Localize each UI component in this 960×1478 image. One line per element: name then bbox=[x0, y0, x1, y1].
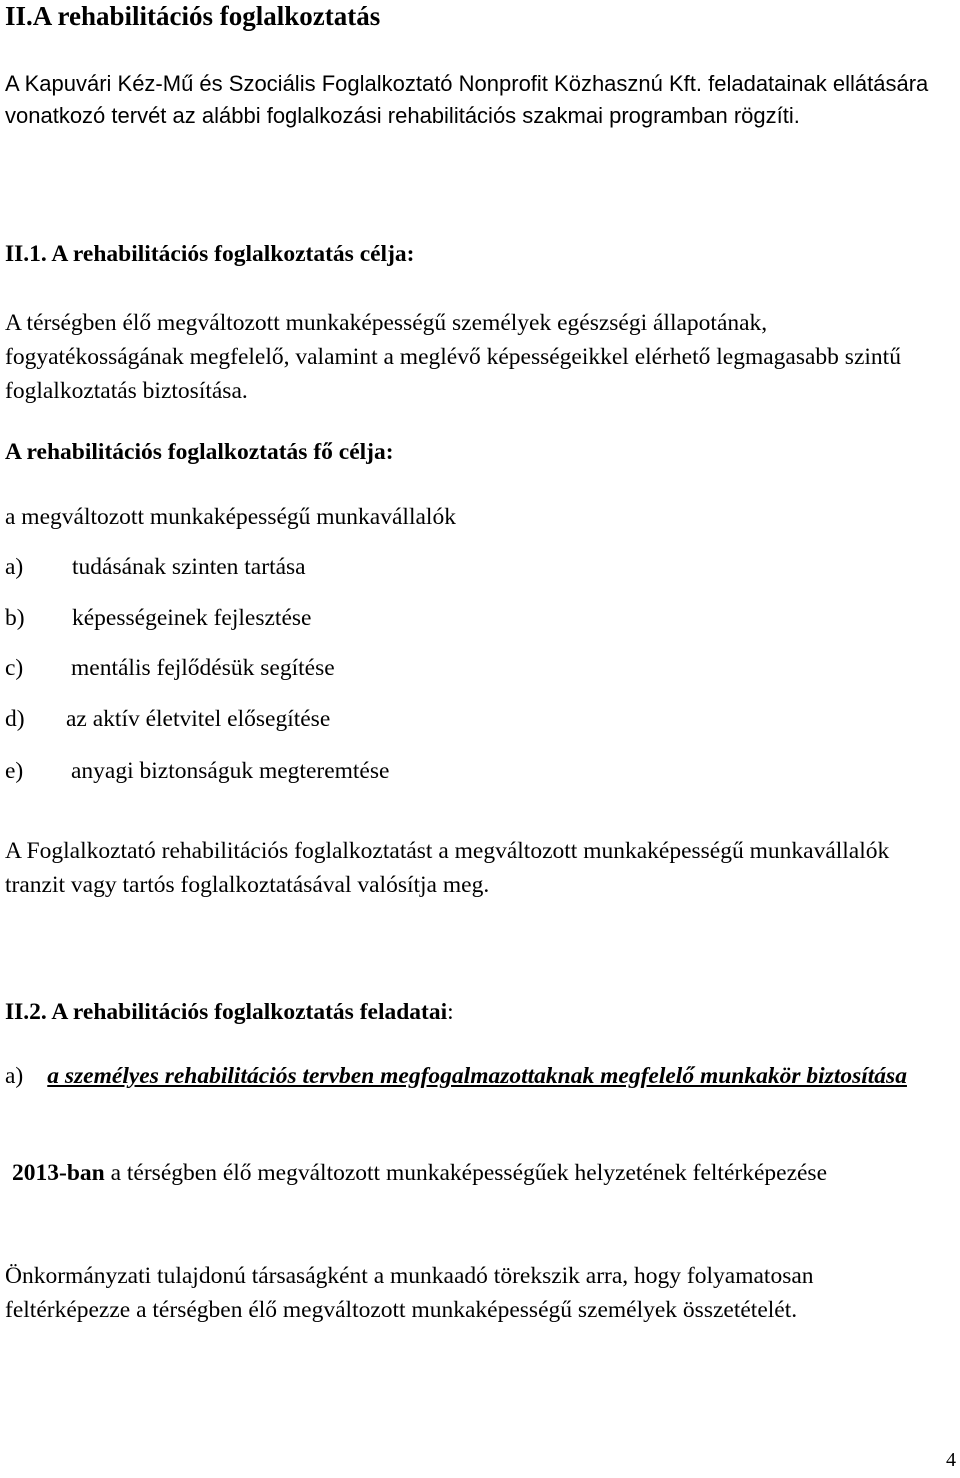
goal-marker: a) bbox=[5, 554, 24, 580]
goal-text: képességeinek fejlesztése bbox=[72, 605, 312, 631]
goal-text: mentális fejlődésük segítése bbox=[71, 655, 335, 681]
task-a bbox=[5, 1059, 955, 1093]
task-a-marker: a) bbox=[5, 1063, 24, 1089]
goal-text: az aktív életvitel elősegítése bbox=[66, 706, 331, 732]
goal-text: anyagi biztonságuk megteremtése bbox=[71, 758, 390, 784]
goal-item-d bbox=[5, 702, 905, 736]
goal-marker: e) bbox=[5, 758, 24, 784]
section1-heading: II.1. A rehabilitációs foglalkoztatás célja: bbox=[5, 241, 415, 267]
final-paragraph: Önkormányzati tulajdonú társaságként a munkaadó törekszik arra, hogy folyamatosan feltérképezze a térségben élő megváltozott munkaképességű személyek összetételét. bbox=[5, 1263, 814, 1323]
section1-paragraph: A térségben élő megváltozott munkaképességű személyek egészségi állapotának, fogyatékosságának megfelelő, valamint a meglévő képességeikkel elérhető legmagasabb szintű foglalkoztatás biztosítása. bbox=[5, 310, 901, 404]
goal-marker: c) bbox=[5, 655, 24, 681]
goal-item-e bbox=[5, 754, 905, 788]
page-title: II.A rehabilitációs foglalkoztatás bbox=[5, 1, 381, 31]
page-number: 4 bbox=[946, 1449, 956, 1471]
year-bold: 2013-ban bbox=[12, 1160, 105, 1186]
main-goal-heading: A rehabilitációs foglalkoztatás fő célja: bbox=[5, 439, 394, 465]
section2-heading-suffix: : bbox=[447, 999, 454, 1025]
main-goal-intro: a megváltozott munkaképességű munkavállalók bbox=[5, 504, 456, 530]
goal-marker: b) bbox=[5, 605, 25, 631]
goal-item-c bbox=[5, 651, 905, 685]
goal-text: tudásának szinten tartása bbox=[72, 554, 306, 580]
goal-marker: d) bbox=[5, 706, 25, 732]
goal-item-a bbox=[5, 550, 905, 584]
intro-paragraph: A Kapuvári Kéz-Mű és Szociális Foglalkoztató Nonprofit Közhasznú Kft. feladatainak ellátására vonatkozó tervét az alábbi foglalkozási rehabilitációs szakmai programban rögzíti. bbox=[5, 71, 929, 128]
goal-item-b bbox=[5, 601, 905, 635]
section2-heading bbox=[5, 995, 955, 1029]
section2-heading-text: II.2. A rehabilitációs foglalkoztatás feladatai bbox=[5, 999, 448, 1025]
year-rest: a térségben élő megváltozott munkaképességűek helyzetének feltérképezése bbox=[104, 1160, 828, 1186]
year-paragraph bbox=[5, 1156, 912, 1190]
task-a-text: a személyes rehabilitációs tervben megfogalmazottaknak megfelelő munkakör biztosítása bbox=[47, 1063, 907, 1089]
closing-paragraph: A Foglalkoztató rehabilitációs foglalkoztatást a megváltozott munkaképességű munkavállalók tranzit vagy tartós foglalkoztatásával valósítja meg. bbox=[5, 838, 890, 898]
